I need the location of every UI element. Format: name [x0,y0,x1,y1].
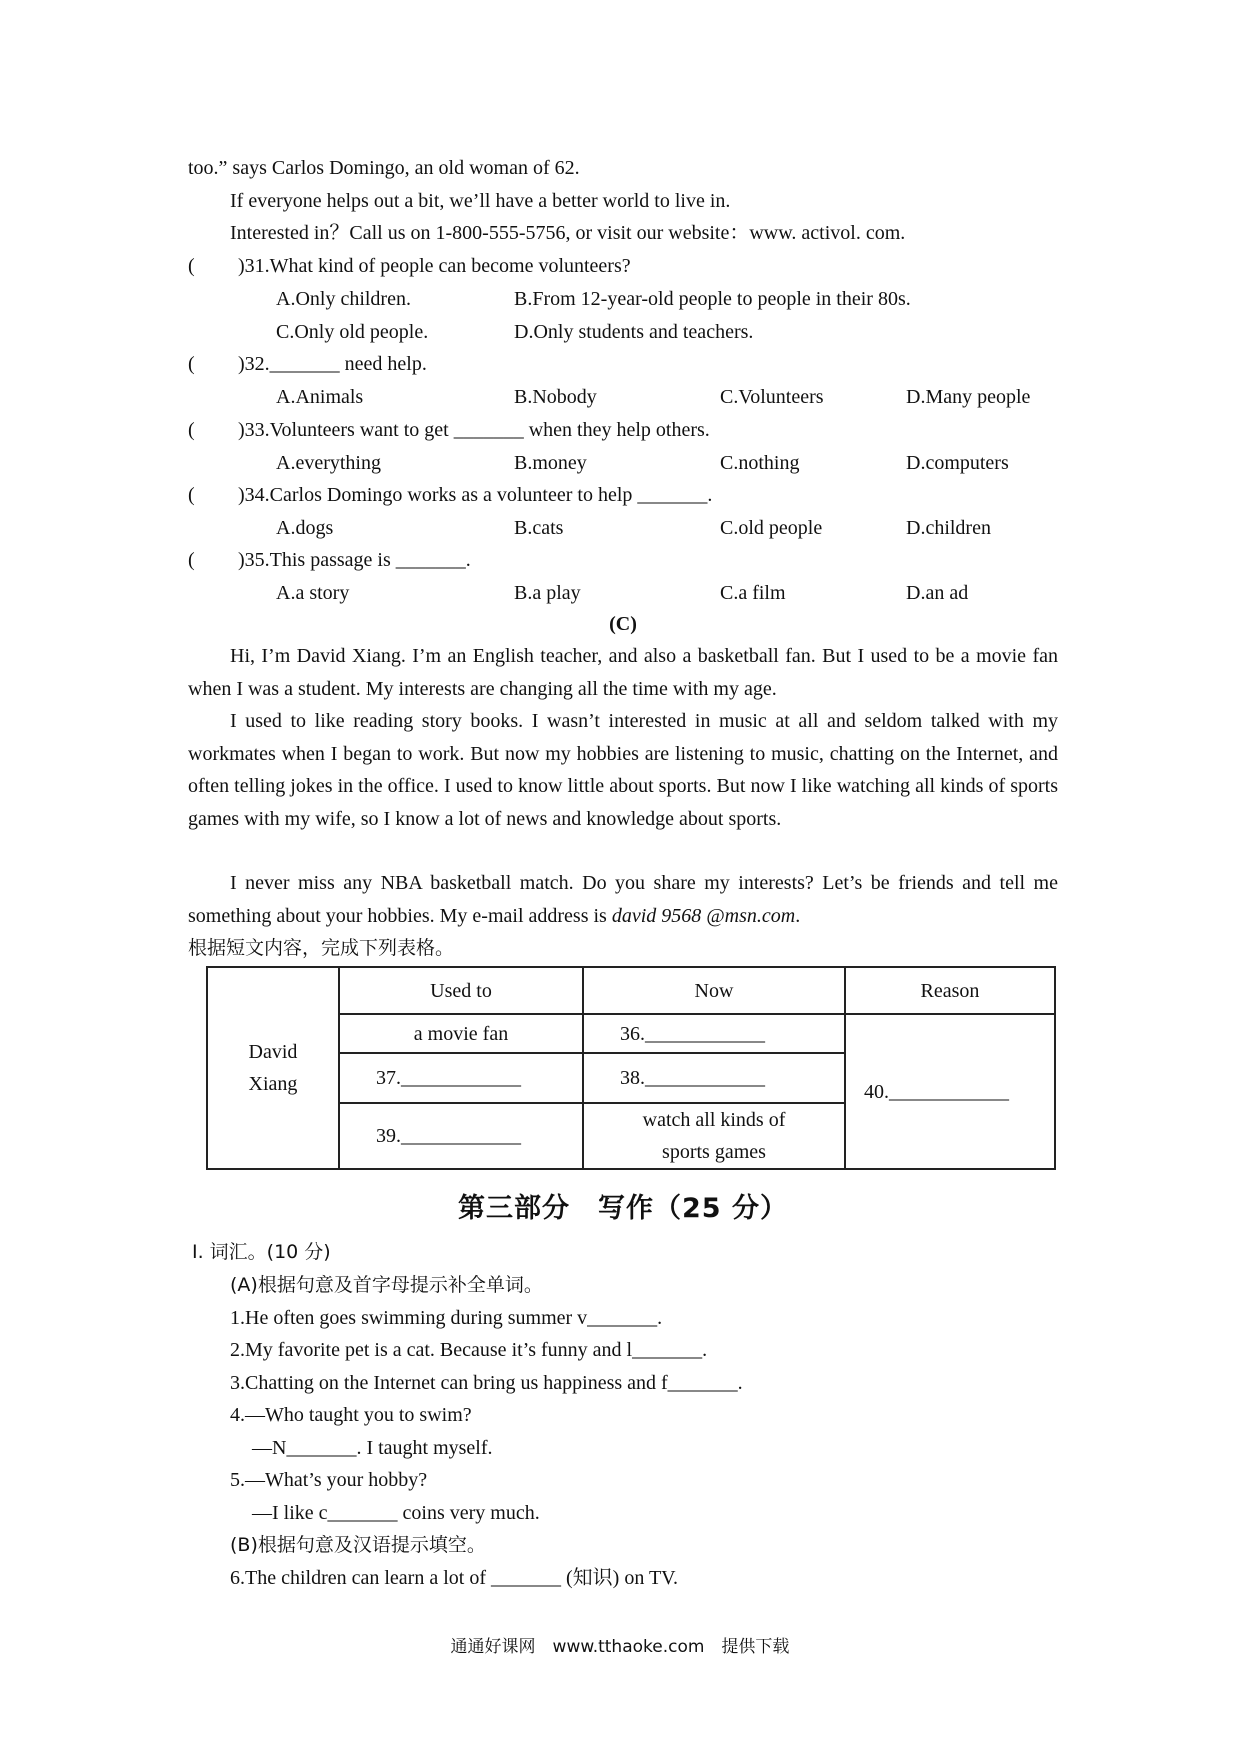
option-31-b: B.From 12-year-old people to people in their 80s. [514,288,911,310]
passage-line-interested: Interested in？Call us on 1-800-555-5756, or visit our website：www. activol. com. [230,222,906,244]
option-31-a: A.Only children. [276,288,411,310]
option-34-a: A.dogs [276,517,334,539]
vocabulary-title: Ⅰ. 词汇。(10 分) [192,1241,331,1263]
answer-paren-32[interactable]: ( [188,353,195,375]
question-33: )33.Volunteers want to get _______ when they help others. [238,419,710,441]
option-31-c: C.Only old people. [276,321,429,343]
table-instruction: 根据短文内容，完成下列表格。 [188,937,455,959]
question-34: )34.Carlos Domingo works as a volunteer to help _______. [238,484,713,506]
passage-line-everyone: If everyone helps out a bit, we’ll have a better world to live in. [230,190,731,212]
passage-c-paragraph-2: I used to like reading story books. I wasn’t interested in music at all and seldom talked with my workmates when I began to work. But now my hobbies are listening to music, chatting on the Internet, and often telling jokes in the office. I used to know little about sports. But now I like watching all kinds of sports games with my wife, so I know a lot of news and knowledge about sports. [188,710,1058,830]
option-34-d: D.children [906,517,991,539]
blank-37[interactable]: 37.____________ [339,1053,583,1103]
row3-now-line-2: sports games [662,1141,766,1163]
option-33-c: C.nothing [720,452,800,474]
vocab-item-5-answer: —I like c_______ coins very much. [252,1502,540,1524]
passage-c-paragraph-1: Hi, I’m David Xiang. I’m an English teacher, and also a basketball fan. But I used to be a movie fan when I was a student. My interests are changing all the time with my age. [188,645,1058,700]
name-line-2: Xiang [248,1073,298,1095]
row3-now [583,1103,845,1169]
header-reason: Reason [845,967,1055,1014]
blank-36[interactable]: 36.____________ [583,1014,845,1053]
blank-38[interactable]: 38.____________ [583,1053,845,1103]
header-used-to: Used to [339,967,583,1014]
option-34-b: B.cats [514,517,564,539]
section-c-label: (C) [609,613,637,635]
blank-40[interactable]: 40.____________ [845,1014,1055,1169]
hobby-table [206,966,1056,1170]
footer-credit: 通通好课网 www.tthaoke.com 提供下载 [450,1637,790,1657]
table-name-cell [207,967,339,1169]
option-34-c: C.old people [720,517,823,539]
email-address: david 9568 @msn.com [611,904,796,927]
blank-39[interactable]: 39.____________ [339,1103,583,1169]
vocab-item-4-answer: —N_______. I taught myself. [252,1437,493,1459]
option-31-d: D.Only students and teachers. [514,321,754,343]
option-35-d: D.an ad [906,582,969,604]
option-35-a: A.a story [276,582,350,604]
question-35: )35.This passage is _______. [238,549,471,571]
option-32-b: B.Nobody [514,386,597,408]
answer-paren-33[interactable]: ( [188,419,195,441]
option-35-c: C.a film [720,582,786,604]
vocab-item-1: 1.He often goes swimming during summer v_______. [230,1307,663,1329]
sub-section-b: (B)根据句意及汉语提示填空。 [230,1534,486,1556]
answer-paren-35[interactable]: ( [188,549,195,571]
option-33-b: B.money [514,452,587,474]
option-32-c: C.Volunteers [720,386,824,408]
vocab-item-6: 6.The children can learn a lot of _______ (知识) on TV. [230,1567,679,1589]
answer-paren-34[interactable]: ( [188,484,195,506]
option-32-a: A.Animals [276,386,364,408]
sub-section-a: (A)根据句意及首字母提示补全单词。 [230,1274,543,1296]
name-line-1: David [248,1041,298,1063]
passage-c-paragraph-3: I never miss any NBA basketball match. Do you share my interests? Let’s be friends and tell me something about your hobbies. My e-mail address is david 9568 @msn.com. [188,872,1058,927]
vocab-item-3: 3.Chatting on the Internet can bring us happiness and f_______. [230,1372,743,1394]
option-32-d: D.Many people [906,386,1031,408]
part-3-heading: 第三部分 写作（25 分） [458,1193,788,1224]
question-32: )32._______ need help. [238,353,427,375]
header-now: Now [583,967,845,1014]
question-31: )31.What kind of people can become volunteers? [238,255,631,277]
vocab-item-5-question: 5.—What’s your hobby? [230,1469,428,1491]
passage-line-too: too.” says Carlos Domingo, an old woman of 62. [188,157,580,179]
row1-used-to: a movie fan [339,1014,583,1053]
answer-paren-31[interactable]: ( [188,255,195,277]
option-33-d: D.computers [906,452,1009,474]
vocab-item-2: 2.My favorite pet is a cat. Because it’s funny and l_______. [230,1339,708,1361]
vocab-item-4-question: 4.—Who taught you to swim? [230,1404,472,1426]
option-33-a: A.everything [276,452,381,474]
option-35-b: B.a play [514,582,581,604]
row3-now-line-1: watch all kinds of [642,1109,786,1131]
